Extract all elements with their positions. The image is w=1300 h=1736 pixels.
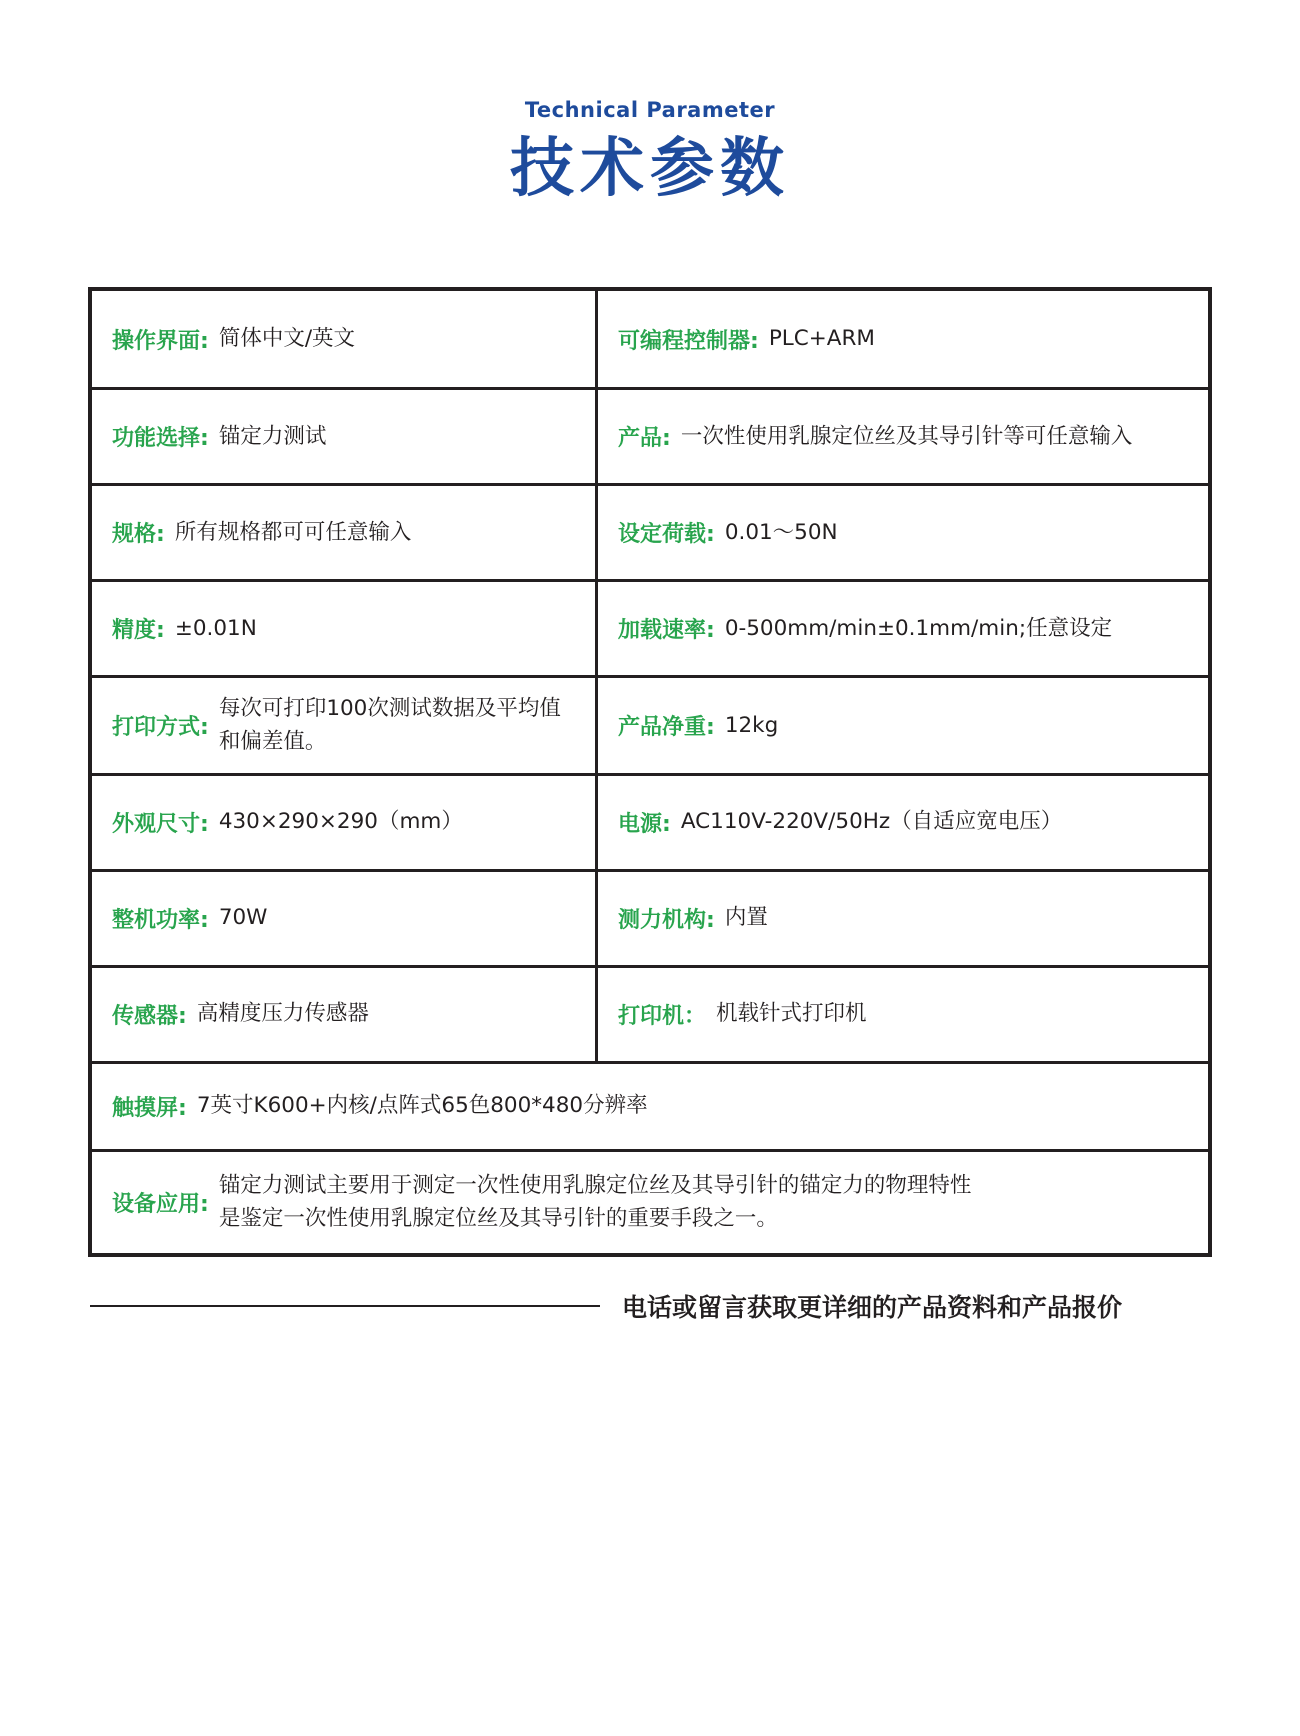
- spec-cell-touchscreen: [92, 1064, 1208, 1149]
- spec-label: 打印方式:: [112, 714, 209, 740]
- table-row: [92, 965, 1208, 1061]
- spec-cell-dimensions: [92, 776, 595, 869]
- spec-value: 430×290×290（mm）: [218, 809, 463, 835]
- spec-label: 触摸屏:: [112, 1095, 187, 1121]
- spec-label: 设定荷载:: [618, 522, 715, 547]
- spec-label: 测力机构:: [618, 907, 715, 933]
- spec-value: [219, 1169, 972, 1236]
- spec-cell-loading-rate: [595, 582, 1208, 675]
- spec-value-line2: 是鉴定一次性使用乳腺定位丝及其导引针的重要手段之一。: [218, 1206, 778, 1232]
- footer-divider-line: [90, 1305, 600, 1307]
- footer-contact-note: 电话或留言获取更详细的产品资料和产品报价: [622, 1293, 1123, 1322]
- table-row-application: [92, 1149, 1208, 1253]
- spec-label: 操作界面:: [112, 328, 209, 354]
- spec-cell-force-mechanism: [595, 872, 1208, 965]
- spec-label: 电源:: [618, 811, 671, 837]
- spec-value: 12kg: [724, 712, 779, 738]
- spec-cell-function-selection: [92, 390, 595, 483]
- spec-value: 0-500mm/min±0.1mm/min;任意设定: [724, 615, 1113, 641]
- spec-label: 功能选择:: [112, 426, 209, 451]
- spec-label: 打印机：: [618, 1003, 707, 1029]
- spec-value-line1: 每次可打印100次测试数据及平均值: [218, 696, 561, 721]
- table-row: [92, 579, 1208, 675]
- page-header: [0, 0, 1300, 204]
- spec-cell-product: [595, 390, 1208, 483]
- spec-label: 精度:: [112, 618, 165, 643]
- spec-value: 所有规格都可可任意输入: [174, 519, 412, 545]
- spec-value-line1: 锚定力测试主要用于测定一次性使用乳腺定位丝及其导引针的锚定力的物理特性: [218, 1172, 972, 1198]
- spec-label: 规格:: [112, 522, 165, 547]
- spec-label: 产品净重:: [618, 714, 715, 740]
- spec-cell-sensor: [92, 968, 595, 1061]
- spec-cell-programmable-controller: [595, 291, 1208, 387]
- spec-cell-print-mode: [92, 678, 595, 773]
- table-row: [92, 387, 1208, 483]
- spec-value: AC110V-220V/50Hz（自适应宽电压）: [680, 809, 1063, 835]
- header-subtitle-en: Technical Parameter: [524, 98, 776, 122]
- table-row: [92, 869, 1208, 965]
- spec-table: [88, 287, 1212, 1257]
- page-title: 技术参数: [510, 132, 790, 206]
- footer: [90, 1288, 1214, 1324]
- spec-value: PLC+ARM: [768, 326, 875, 352]
- spec-value: 高精度压力传感器: [196, 1001, 369, 1027]
- spec-cell-specification: [92, 486, 595, 579]
- spec-cell-set-load: [595, 486, 1208, 579]
- table-row: [92, 773, 1208, 869]
- spec-value: ±0.01N: [174, 615, 257, 641]
- spec-value: 7英寸K600+内核/点阵式65色800*480分辨率: [196, 1093, 648, 1119]
- spec-value: 70W: [218, 905, 268, 931]
- spec-value: [219, 692, 561, 759]
- spec-cell-application: [92, 1152, 1208, 1253]
- spec-label: 产品:: [618, 426, 671, 451]
- spec-cell-total-power: [92, 872, 595, 965]
- table-row: [92, 483, 1208, 579]
- table-row-touchscreen: [92, 1061, 1208, 1149]
- spec-cell-operation-interface: [92, 291, 595, 387]
- spec-cell-net-weight: [595, 678, 1208, 773]
- spec-label: 加载速率:: [618, 618, 715, 643]
- spec-cell-printer: [595, 968, 1208, 1061]
- spec-value: 0.01～50N: [724, 519, 838, 545]
- spec-cell-power-supply: [595, 776, 1208, 869]
- spec-value: 简体中文/英文: [218, 326, 356, 352]
- spec-label: 整机功率:: [112, 907, 209, 933]
- spec-value: 内置: [724, 905, 768, 931]
- spec-label: 传感器:: [112, 1003, 187, 1029]
- spec-value: 锚定力测试: [218, 423, 327, 449]
- spec-cell-accuracy: [92, 582, 595, 675]
- table-row: [92, 675, 1208, 773]
- spec-value: 机载针式打印机: [716, 1001, 867, 1027]
- spec-label: 外观尺寸:: [112, 811, 209, 837]
- spec-value-line2: 和偏差值。: [218, 729, 327, 755]
- spec-value: 一次性使用乳腺定位丝及其导引针等可任意输入: [680, 423, 1133, 449]
- spec-label: 设备应用:: [112, 1191, 209, 1217]
- table-row: [92, 291, 1208, 387]
- spec-label: 可编程控制器:: [618, 328, 759, 354]
